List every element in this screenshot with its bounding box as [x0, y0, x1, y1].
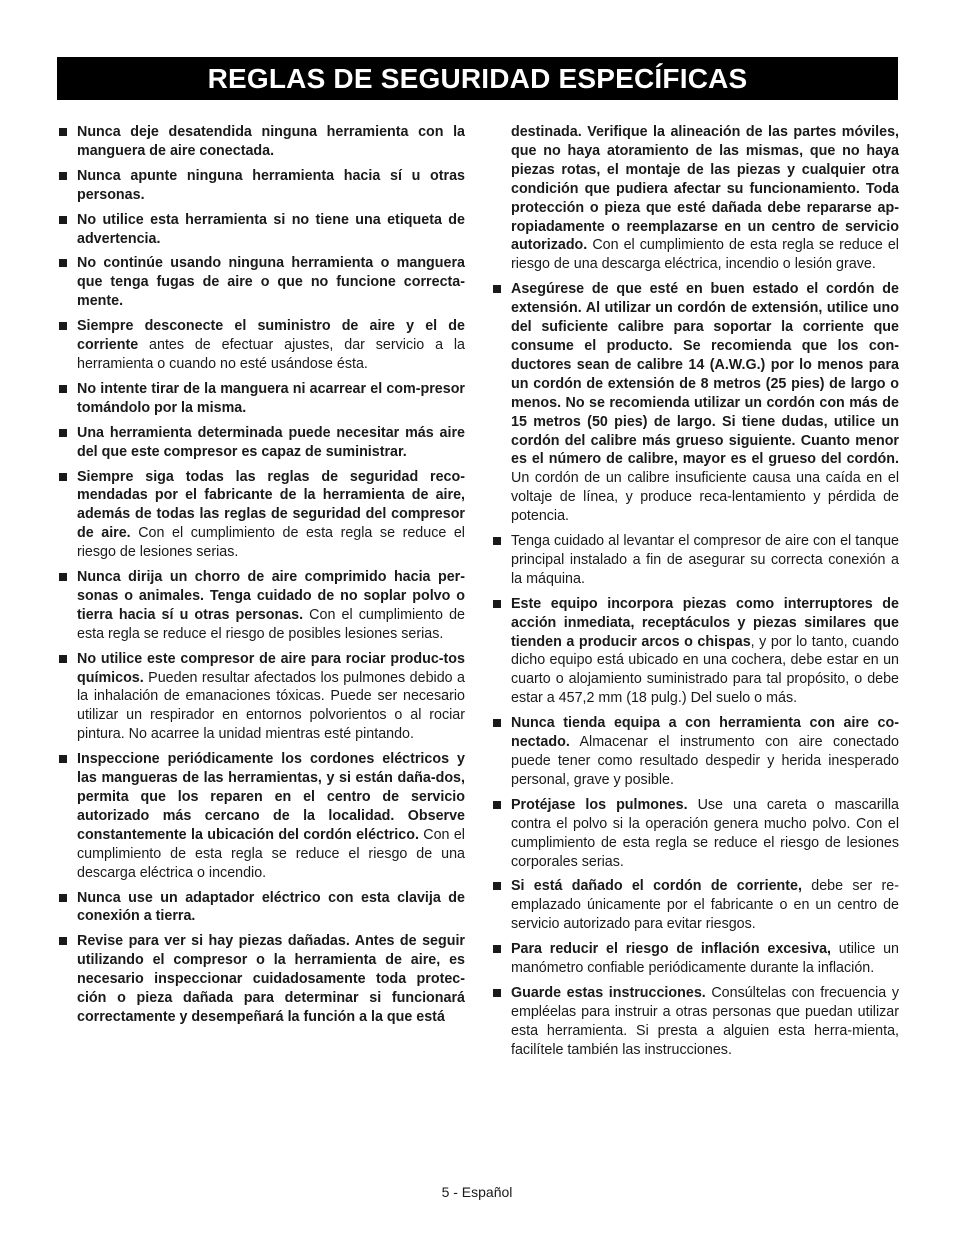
square-bullet-icon: [59, 655, 67, 663]
rule-text: Nunca use un adaptador eléctrico con esta clavija de conexión a tierra.: [77, 889, 465, 925]
rule-text: No intente tirar de la manguera ni acarrear el com-presor tomándolo por la misma.: [77, 380, 465, 416]
rule-text: Nunca dirija un chorro de aire comprimido hacia per-sonas o animales. Tenga cuidado de no soplar polvo o tierra hacia sí u otras personas. Con el cumplimiento de esta regla se reduce el riesgo de posibles lesiones serias.: [77, 569, 466, 642]
square-bullet-icon: [493, 989, 501, 997]
square-bullet-icon: [59, 322, 67, 330]
square-bullet-icon: [59, 385, 67, 393]
square-bullet-icon: [59, 429, 67, 437]
square-bullet-icon: [493, 882, 501, 890]
square-bullet-icon: [493, 945, 501, 953]
square-bullet-icon: [59, 128, 67, 136]
square-bullet-icon: [59, 894, 67, 902]
rule-text: No continúe usando ninguna herramienta o manguera que tenga fugas de aire o que no funcione correcta-mente.: [77, 255, 465, 310]
rule-text: Nunca deje desatendida ninguna herramienta con la manguera de aire conectada.: [77, 124, 465, 159]
square-bullet-icon: [493, 537, 501, 545]
square-bullet-icon: [493, 801, 501, 809]
rule-text: Inspeccione periódicamente los cordones eléctricos y las mangueras de las herramientas, y si están daña-dos, permita que los reparen en el centro de servicio autorizado más cercano de la localidad. Observe constantemente la ubicación del cordón eléctrico. Con el cumplimiento de esta regla se reduce el riesgo de una descarga eléctrica o incendio.: [77, 751, 465, 881]
rule-text: Revise para ver si hay piezas dañadas. Antes de seguir utilizando el compresor o la herramienta de aire, es necesario inspeccionar cuidadosamente toda protec-ción o pieza dañada para determinar si funcionará correctamente y desempeñará la función a la que está: [77, 933, 465, 1025]
square-bullet-icon: [59, 755, 67, 763]
rule-text: Siempre siga todas las reglas de seguridad reco-mendadas por el fabricante de la herramienta de aire, además de todas las reglas de seguridad del compresor de aire. Con el cumplimiento de esta regla se reduce el riesgo de lesiones serias.: [77, 468, 465, 561]
rule-text-continuation: destinada. Verifique la alineación de las partes móviles, que no haya atoramiento de las mismas, que no haya piezas rotas, el montaje de las piezas y cualquier otra condición que pudiera afectar su funcionamiento. Toda protección o pieza que esté dañada debe repararse ap-ropiadamente o reemplazarse en un centro de servicio autorizado. Con el cumplimiento de esta regla se reduce el riesgo de una descarga eléctrica, incendio o lesión grave.: [511, 124, 899, 273]
rule-text: No utilice este compresor de aire para rociar produc-tos químicos. Pueden resultar afectados los pulmones debido a la inhalación de emanaciones tóxicas. Puede ser necesario utilizar un respirador en entornos polvorientos o al rociar pintura. No acarree la unidad mientras esté pintando.: [77, 650, 465, 743]
right-column: [491, 123, 899, 1066]
square-bullet-icon: [59, 172, 67, 180]
square-bullet-icon: [59, 216, 67, 224]
section-title: REGLAS DE SEGURIDAD ESPECÍFICAS: [207, 62, 748, 94]
square-bullet-icon: [493, 719, 501, 727]
rule-text: Este equipo incorpora piezas como interruptores de acción inmediata, receptáculos y piezas similares que tienden a producir arcos o chispas, y por lo tanto, cuando dicho equipo está ubicado en una cochera, debe estar en un cuarto o alojamiento suministrado para tal propósito, o debe estar a 457,2 mm (18 pulg.) Del suelo o más.: [511, 595, 899, 707]
square-bullet-icon: [493, 600, 501, 608]
rule-text: Nunca apunte ninguna herramienta hacia sí u otras personas.: [77, 167, 465, 203]
rule-text: Guarde estas instrucciones. Consúltelas con frecuencia y empléelas para instruir a otras personas que puedan utilizar esta herramienta. Si presta a alguien esta herra-mienta, facilítele también las instrucciones.: [511, 984, 899, 1058]
section-header: [57, 57, 898, 100]
rule-text: Para reducir el riesgo de inflación excesiva, utilice un manómetro confiable periódicamente durante la inflación.: [511, 941, 899, 977]
rule-text: Una herramienta determinada puede necesitar más aire del que este compresor es capaz de suministrar.: [77, 424, 465, 460]
left-column: [57, 123, 465, 1033]
rule-text: No utilice esta herramienta si no tiene una etiqueta de advertencia.: [77, 211, 465, 247]
square-bullet-icon: [59, 473, 67, 481]
page-number: 5 - Español: [441, 1184, 513, 1200]
rule-text: Siempre desconecte el suministro de aire y el de corriente antes de efectuar ajustes, dar servicio a la herramienta o cuando no esté usándose ésta.: [77, 318, 465, 372]
square-bullet-icon: [59, 259, 67, 267]
rule-text: Nunca tienda equipa a con herramienta con aire co-nectado. Almacenar el instrumento con aire conectado puede tener como resultado despedir y herida inesperado personal, grave y posible.: [511, 715, 899, 788]
square-bullet-icon: [493, 285, 501, 293]
square-bullet-icon: [59, 937, 67, 945]
rule-text: Si está dañado el cordón de corriente, debe ser re-emplazado únicamente por el fabricante o en un centro de servicio autorizado para evitar riesgos.: [511, 878, 900, 933]
rule-text: Asegúrese de que esté en buen estado el cordón de extensión. Al utilizar un cordón de extensión, utilice uno del suficiente calibre para soportar la corriente que consume el producto. Se recomienda que los con-ductores sean de calibre 14 (A.W.G.) por lo menos para un cordón de extensión de 8 metros (25 pies) de largo o menos. No se recomienda utilizar un cordón con más de 15 metros (50 pies) de largo. Si tiene dudas, utilice un cordón del calibre más grueso siguiente. Cuanto menor es el número de calibre, mayor es el grueso del cordón. Un cordón de un calibre insuficiente causa una caída en el voltaje de línea, y produce reca-lentamiento y pérdida de potencia.: [511, 281, 899, 525]
rule-text: Tenga cuidado al levantar el compresor de aire con el tanque principal instalado a fin de asegurar su correcta conexión a la máquina.: [511, 533, 899, 587]
square-bullet-icon: [59, 573, 67, 581]
rule-text: Protéjase los pulmones. Use una careta o mascarilla contra el polvo si la operación genera mucho polvo. Con el cumplimiento de esta regla se reduce el riesgo de lesiones corporales serias.: [511, 796, 899, 870]
